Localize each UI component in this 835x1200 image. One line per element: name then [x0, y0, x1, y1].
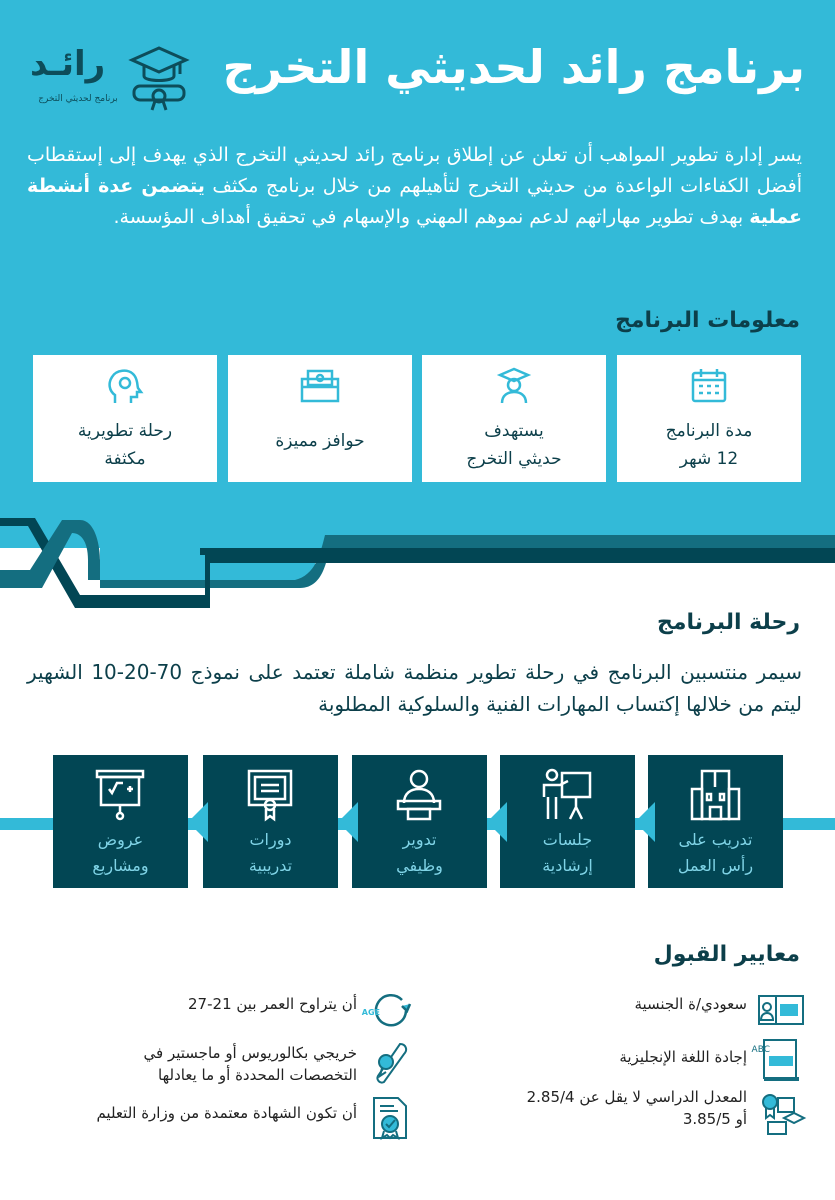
- certificate-icon: [243, 767, 298, 822]
- criteria-heading: معايير القبول: [653, 942, 800, 967]
- card-label: حوافز مميزة: [275, 431, 365, 451]
- journey-step: [500, 755, 635, 888]
- logo-word: رائـد: [30, 44, 106, 84]
- arrow-left-icon: [635, 802, 655, 842]
- logo: [28, 44, 198, 114]
- journey-step: [203, 755, 338, 888]
- step-label: دورات: [249, 830, 292, 849]
- criteria-item: إجادة اللغة الإنجليزية: [619, 1048, 747, 1066]
- head-gear-icon: [105, 367, 145, 405]
- step-label: عروض: [97, 830, 144, 849]
- decorative-wave: [0, 500, 835, 620]
- info-card-duration: [617, 355, 801, 482]
- step-label: وظيفي: [396, 856, 443, 875]
- intro-text: يسر إدارة تطوير المواهب أن تعلن عن إطلاق برنامج رائد لحديثي التخرج الذي يهدف إلى إستقطاب أفضل الكفاءات الواعدة من حديثي التخرج لتأهيلهم من خلال برنامج مكثف: [27, 144, 803, 197]
- diploma-grad-icon: [760, 1092, 804, 1136]
- svg-text:AGE: AGE: [361, 1008, 380, 1017]
- graduation-cap-icon: [128, 44, 190, 112]
- info-heading: معلومات البرنامج: [615, 308, 800, 333]
- card-label: يستهدف: [484, 421, 544, 441]
- card-label: مدة البرنامج: [665, 421, 753, 441]
- page-title: برنامج رائد لحديثي التخرج: [222, 40, 805, 94]
- info-card-incentives: [228, 355, 412, 482]
- intro-text-end: بهدف تطوير مهاراتهم لدعم نموهم المهني والإسهام في تحقيق أهداف المؤسسة.: [113, 206, 750, 228]
- presenter-icon: [540, 767, 595, 822]
- card-label: رحلة تطويرية: [77, 421, 173, 441]
- criteria-item: أن تكون الشهادة معتمدة من وزارة التعليم: [96, 1104, 357, 1122]
- svg-text:ABC: ABC: [751, 1045, 770, 1055]
- card-value: مكثفة: [104, 449, 146, 469]
- criteria-item: [527, 1086, 747, 1130]
- info-card-journey: [33, 355, 217, 482]
- logo-subtitle: برنامج لحديثي التخرج: [38, 94, 118, 104]
- graduate-icon: [494, 367, 534, 405]
- criteria-line: المعدل الدراسي لا يقل عن 2.85/4: [526, 1088, 747, 1106]
- projector-icon: [93, 767, 148, 822]
- arrow-left-icon: [188, 802, 208, 842]
- money-icon: [298, 367, 342, 405]
- step-label: إرشادية: [542, 856, 593, 875]
- criteria-item: أن يتراوح العمر بين 21-27: [188, 995, 357, 1013]
- card-value: 12 شهر: [679, 449, 739, 469]
- journey-step: [352, 755, 487, 888]
- criteria-line: أو 3.85/5: [682, 1110, 747, 1128]
- building-icon: [688, 767, 743, 822]
- criteria-line: خريجي بكالوريوس أو ماجستير في: [143, 1044, 357, 1062]
- intro-paragraph: [27, 140, 802, 233]
- journey-step: [53, 755, 188, 888]
- podium-icon: [392, 767, 447, 822]
- criteria-item: سعودي/ة الجنسية: [634, 995, 747, 1013]
- step-label: رأس العمل: [677, 856, 754, 875]
- journey-heading: رحلة البرنامج: [657, 610, 800, 635]
- step-label: تدريبية: [248, 856, 293, 875]
- approved-document-icon: [372, 1096, 408, 1140]
- scroll-diploma-icon: [370, 1040, 410, 1086]
- age-icon: [361, 993, 412, 1029]
- calendar-icon: [689, 367, 729, 405]
- step-label: جلسات: [542, 830, 593, 849]
- info-card-target: [422, 355, 606, 482]
- abc-book-icon: [751, 1038, 804, 1082]
- journey-step: [648, 755, 783, 888]
- criteria-item: [144, 1042, 357, 1086]
- step-label: تدوير: [402, 830, 437, 849]
- journey-paragraph: سيمر منتسبين البرنامج في رحلة تطوير منظمة شاملة تعتمد على نموذج 70-20-10 الشهير ليتم من خلالها إكتساب المهارات الفنية والسلوكية المطلوبة: [27, 660, 802, 716]
- step-label: ومشاريع: [92, 856, 149, 875]
- id-card-icon: [758, 995, 804, 1025]
- step-label: تدريب على: [678, 830, 753, 849]
- criteria-line: التخصصات المحددة أو ما يعادلها: [158, 1066, 357, 1084]
- intro-bold-text: يتضمن عدة أنشطة عملية: [27, 175, 802, 228]
- card-value: حديثي التخرج: [466, 449, 562, 469]
- arrow-left-icon: [487, 802, 507, 842]
- arrow-left-icon: [338, 802, 358, 842]
